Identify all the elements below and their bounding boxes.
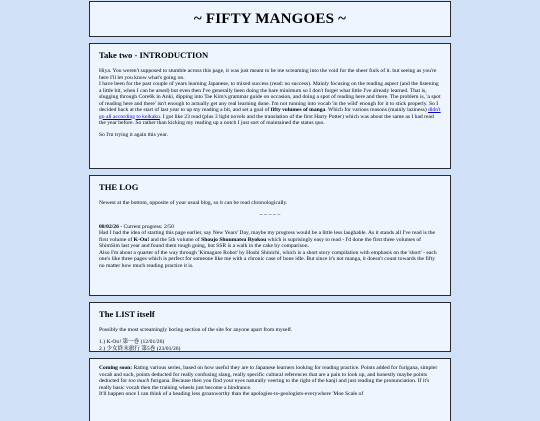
coming-soon-text-3: It'll happen once I can think of a heading less groanworthy than the apologies-to-geologists-everywhere 'Moe Scale of bbox=[99, 391, 364, 397]
manga-list bbox=[99, 339, 441, 353]
intro-paragraph-1 bbox=[99, 68, 441, 127]
intro-p2b-text: . Which for various reasons (mainly laziness) bbox=[325, 107, 429, 113]
log-subtitle: Newest at the bottom, opposite of your usual blog, so it can be read chronologically. bbox=[99, 200, 288, 206]
page bbox=[89, 1, 451, 421]
coming-soon-text bbox=[99, 365, 441, 398]
coming-soon-text-2: furigana. Because then you find your eyes naturally veering to the right of the kanji and just reading the pronunciation. If it's really basic vocab then the training wheels just become a hindrance. bbox=[99, 378, 430, 391]
list-item: 1.) K-On! 第一巻 (12/01/26) bbox=[99, 338, 165, 345]
intro-p1-text: Hiya. You weren't supposed to stumble across this page, it was just meant to be me screaming into the void for the sheer fuck of it. but seeing as you're here I'll let you know what's going on. bbox=[99, 68, 437, 81]
list-subtitle: Possibly the most screamingly boring section of the site for anyone apart from myself. bbox=[99, 327, 293, 333]
coming-soon-label: Coming soon: bbox=[99, 365, 133, 371]
intro-paragraph-3: So I'm trying it again this year. bbox=[99, 131, 168, 138]
log-entry-ssr: Shoujo Shuumatsu Ryokou bbox=[201, 236, 267, 243]
log-entry-text-4: Also I'm about a quarter of the way through 'Kimagure Robot' by Hoshi Shinichi, which is a short story compilation with emphasis on the 'short' - each one's like three pages which is perfect for someone like me with a chronic case of bone idle. But since it's not manga, it doesn't count towards the fifty no matter how much reading practice it is. bbox=[99, 249, 437, 269]
log-entry-text-2: and the 5th volume of bbox=[149, 236, 202, 243]
intro-section bbox=[89, 43, 451, 169]
log-section bbox=[89, 175, 451, 296]
intro-heading: Take two - INTRODUCTION bbox=[99, 50, 209, 60]
log-entry-progress: - Current progress: 2/50 bbox=[118, 223, 174, 230]
coming-soon-text-1: Rating various series, based on how useful they are to Japanese learners looking for reading practice. Points added for furigana, simpler vocab and such, points deducted for really confusing slang, really specific cultural references that are a pain to look up, and honestly maybe points deducted for bbox=[99, 365, 438, 384]
log-entry-text-1: Had I had the idea of starting this page earlier, say New Years' Day, maybe my progress would be a little less laughable. As it stands all I've read is the first volume of bbox=[99, 230, 436, 243]
goal-bold: fifty volumes of manga bbox=[270, 107, 326, 113]
intro-p2-text: I have been for the past couple of years learning Japanese, to mixed success (read: no success). Mainly focusing on the reading aspect (and the listening a little bit, when I can be arsed) but even then I've generally been doing the bare minimum so I don't forget what little I've already learned. That is, slugging through Core6k in Anki, dipping into Tae Kim's grammar guide on occasion, and doing a spot of reading here and there. The problem is, 'a spot of reading here and there' isn't enough to actually get any real learning done. I'm not running into vocab 'in the wild' enough for it to stick properly. So I decided back at the start of last year to up my reading a bit, and set a goal of bbox=[99, 81, 441, 113]
log-entry bbox=[99, 224, 441, 270]
coming-soon-section bbox=[89, 358, 451, 421]
list-heading: The LIST itself bbox=[99, 309, 155, 319]
log-entry-text-3: which is suprisingly easy to read - I'd done the first three volumes of ShimSim last year and found them tough going, but SSR is a walk in the cake by comparison. bbox=[99, 236, 421, 249]
list-section bbox=[89, 302, 451, 352]
site-title: ~ FIFTY MANGOES ~ bbox=[193, 10, 347, 27]
log-heading: THE LOG bbox=[99, 182, 139, 192]
log-entry-kon: K-On! bbox=[133, 236, 150, 243]
log-entry-date: 08/02/26 bbox=[99, 223, 119, 230]
intro-p2c-text: . I got like 23 read (plus 3 light novels and the translation of the first Harry Potter) which was about the same as I had read the year before. So rather than kicking my reading up a notch I just sort of maintained the status quo. bbox=[99, 113, 434, 126]
log-separator: ~ ~ ~ ~ ~ bbox=[259, 211, 281, 218]
title-box bbox=[89, 1, 451, 37]
keikaku-link[interactable]: didn't go all according to keikaku bbox=[99, 107, 441, 120]
list-item: 2.) 少女終末旅行 第5巻 (23/01/26) bbox=[99, 345, 181, 352]
coming-soon-italic: too much bbox=[128, 378, 150, 384]
